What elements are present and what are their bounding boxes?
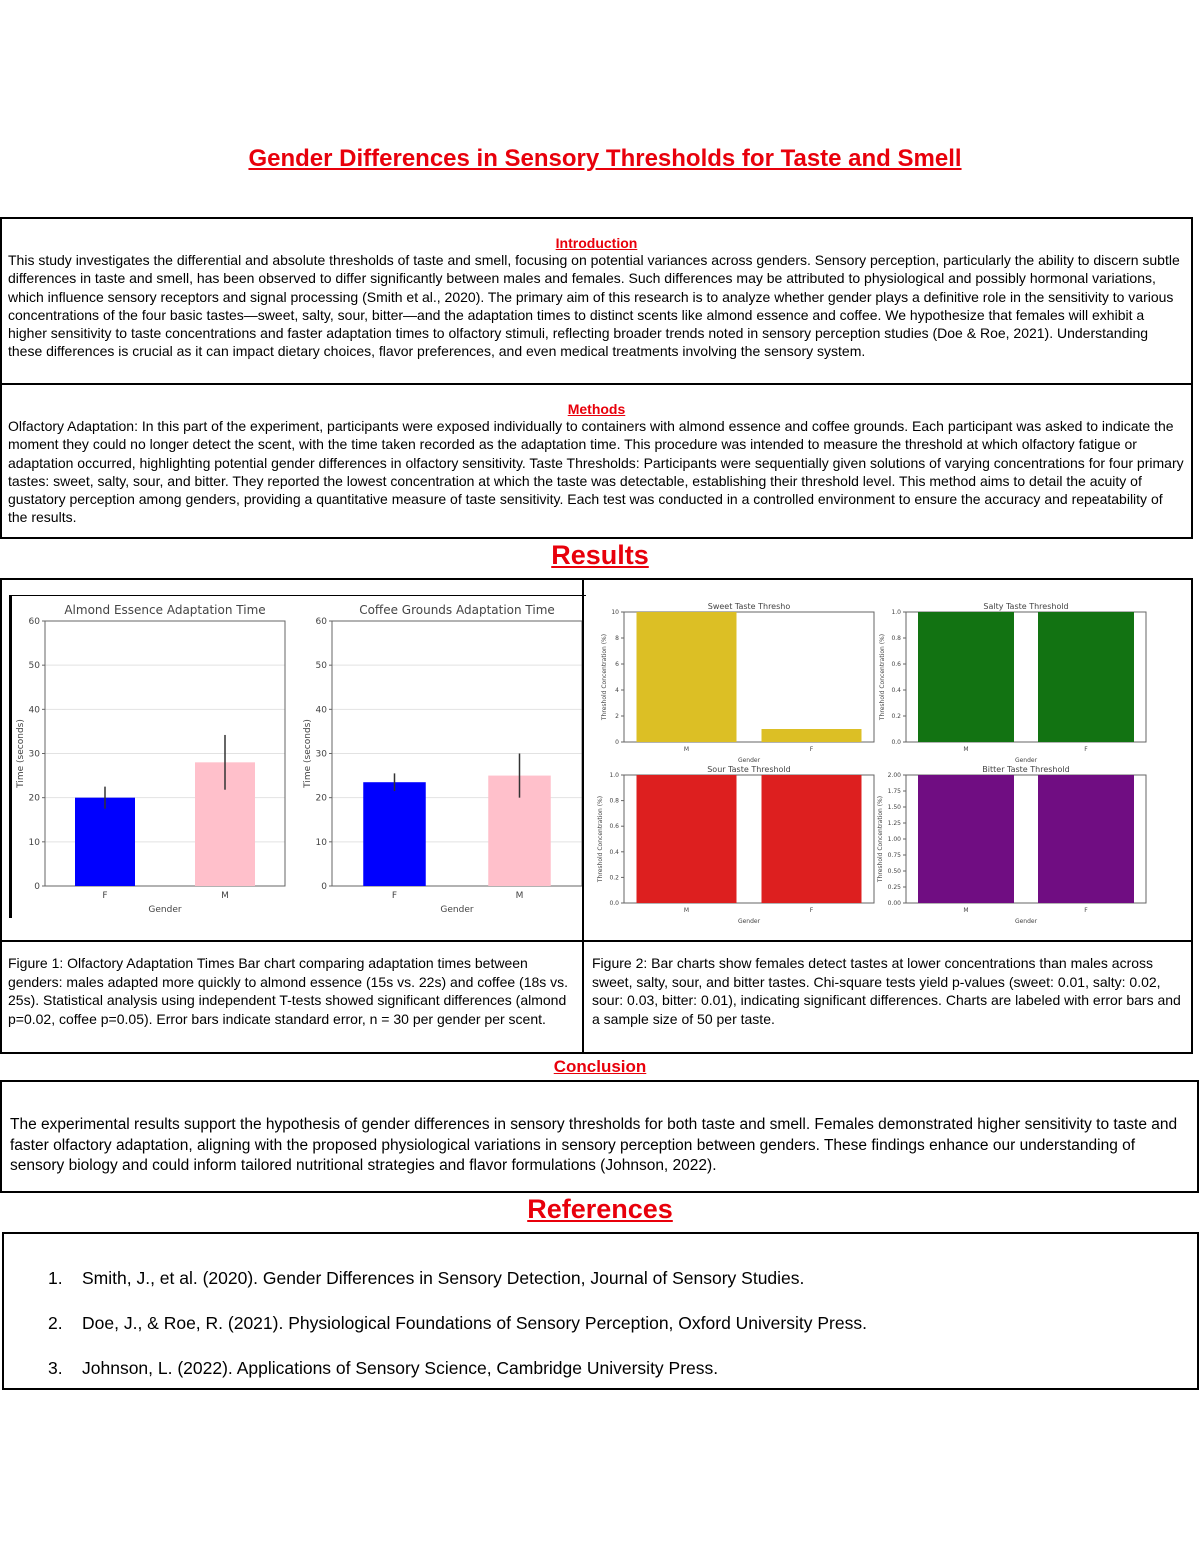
bar [918, 775, 1014, 903]
page-title: Gender Differences in Sensory Thresholds for Taste and Smell [248, 145, 962, 172]
y-tick-label: 20 [315, 793, 327, 804]
y-tick-label: 0.4 [609, 848, 619, 856]
conclusion-text: The experimental results support the hypothesis of gender differences in sensory thresholds for both taste and smell. Females demonstrated higher sensitivity to taste and faster olfactory adaptation, aligning with the proposed physiological variations in sensory perception between genders. These findings enhance our understanding of sensory biology and could inform tailored nutritional strategies and flavor formulations (Johnson, 2022). [10, 1116, 1178, 1174]
y-axis-label: Threshold Concentration (%) [879, 633, 886, 721]
bar [363, 782, 426, 886]
y-tick-label: 0.4 [891, 687, 901, 694]
y-axis-label: Threshold Concentration (%) [601, 633, 608, 721]
y-axis-label: Time (seconds) [16, 719, 26, 788]
x-axis-label: Gender [737, 757, 761, 764]
references-heading: References [527, 1194, 673, 1224]
chart-group [877, 765, 1146, 925]
y-tick-label: 1.0 [891, 609, 901, 616]
y-tick-label: 20 [28, 793, 40, 804]
y-tick-label: 40 [28, 705, 40, 716]
y-tick-label: 0.50 [887, 868, 901, 875]
chart-title: Coffee Grounds Adaptation Time [359, 603, 555, 617]
y-tick-label: 0.6 [609, 823, 619, 831]
chart-group [303, 603, 582, 915]
y-tick-label: 30 [28, 749, 40, 760]
y-tick-label: 60 [28, 617, 40, 627]
x-tick-label: M [515, 891, 524, 901]
introduction-box [0, 217, 1193, 385]
reference-item: 1. Smith, J., et al. (2020). Gender Differences in Sensory Detection, Journal of Sensory Studies. [48, 1268, 805, 1288]
figure1-caption: Figure 1: Olfactory Adaptation Times Bar chart comparing adaptation times between genders: males adapted more quickly to almond essence (15s vs. 22s) and coffee (18s vs. 25s). Statistical analysis using independent T-tests showed significant differences (almond p=0.02, coffee p=0.05). Error bars indicate standard error, n = 30 per gender per scent. [8, 955, 569, 1027]
y-axis-label: Time (seconds) [303, 719, 313, 788]
y-tick-label: 10 [315, 837, 327, 848]
methods-text: Olfactory Adaptation: In this part of the experiment, participants were exposed individually to containers with almond essence and coffee grounds. Each participant was asked to indicate the moment they could no longer detect the scent, with the time taken recorded as the adaptation time. This procedure was intended to measure the threshold at which olfactory fatigue or adaptation occurred, highlighting potential gender differences in olfactory sensitivity. Taste Thresholds: Participants were sequentially given solutions of varying concentrations for four primary tastes: sweet, salty, sour, and bitter. They reported the lowest concentration at which the taste was detectable, establishing their threshold level. This method aims to detail the acuity of gustatory perception among genders, providing a quantitative measure of taste sensitivity. Each test was conducted in a controlled environment to ensure the accuracy and repeatability of the results. [8, 418, 1184, 526]
x-tick-label: M [963, 907, 969, 914]
y-tick-label: 0.25 [887, 884, 901, 891]
y-axis-label: Threshold Concentration (%) [597, 795, 604, 883]
x-tick-label: M [683, 907, 690, 914]
reference-item: 2. Doe, J., & Roe, R. (2021). Physiological Foundations of Sensory Perception, Oxford University Press. [48, 1313, 867, 1333]
y-tick-label: 40 [315, 705, 327, 716]
x-tick-label: M [221, 891, 229, 901]
chart-title: Sour Taste Threshold [707, 765, 791, 774]
bar [762, 775, 862, 903]
y-tick-label: 0 [321, 882, 327, 892]
y-tick-label: 50 [28, 661, 40, 672]
y-tick-label: 60 [315, 617, 327, 627]
x-axis-label: Gender [148, 905, 182, 915]
bar [637, 612, 737, 742]
x-axis-label: Gender [1014, 757, 1038, 764]
figure1-panel [9, 595, 586, 918]
y-tick-label: 10 [28, 837, 40, 848]
bar [762, 729, 862, 742]
y-tick-label: 1.50 [887, 804, 901, 811]
chart-group [601, 602, 874, 764]
y-tick-label: 0.2 [609, 874, 619, 882]
y-tick-label: 0 [615, 739, 619, 746]
y-tick-label: 50 [315, 661, 327, 672]
chart-title: Sweet Taste Thresho [707, 602, 791, 611]
references-list [4, 1234, 1197, 1379]
figure2-caption: Figure 2: Bar charts show females detect tastes at lower concentrations than males across sweet, salty, sour, and bitter tastes. Chi-square tests yield p-values (sweet: 0.01, salty: 0.02, sour: 0.03, bitter: 0.01), indicating significant differences. Charts are labeled with error bars and a sample size of 50 per taste. [592, 955, 1181, 1027]
y-tick-label: 10 [611, 609, 619, 616]
bar [1038, 612, 1134, 742]
y-axis-label: Threshold Concentration (%) [877, 795, 884, 883]
y-tick-label: 0.0 [891, 739, 901, 746]
conclusion-box [0, 1080, 1199, 1193]
x-axis-label: Gender [440, 905, 474, 915]
bar [637, 775, 737, 903]
x-tick-label: M [683, 746, 690, 753]
y-tick-label: 1.00 [887, 836, 901, 843]
chart-group [597, 765, 874, 925]
chart-group [16, 603, 285, 915]
y-tick-label: 0.8 [609, 797, 619, 805]
taste-threshold-charts [592, 592, 1196, 927]
y-tick-label: 0.6 [891, 661, 901, 668]
y-tick-label: 0.2 [891, 713, 901, 720]
chart-title: Almond Essence Adaptation Time [64, 603, 266, 617]
introduction-text: This study investigates the differential and absolute thresholds of taste and smell, focusing on potential variances across genders. Sensory perception, particularly the ability to discern subtle differences in taste and smell, has been observed to differ significantly between males and females. Such differences may be attributed to physiological and possibly hormonal variations, which influence sensory receptors and signal processing (Smith et al., 2020). The primary aim of this research is to analyze whether gender plays a definitive role in the sensitivity to various concentrations of the four basic tastes—sweet, salty, sour, bitter—and the adaptation times to distinct scents like almond essence and coffee. We hypothesize that females will exhibit a higher sensitivity to taste concentrations and faster adaptation times to olfactory stimuli, reflecting broader trends noted in sensory perception studies (Doe & Roe, 2021). Understanding these differences is crucial as it can impact dietary choices, flavor preferences, and even medical treatments involving the sensory system. [8, 252, 1180, 360]
y-tick-label: 0.75 [887, 852, 901, 859]
chart-title: Salty Taste Threshold [983, 602, 1069, 611]
references-box [2, 1232, 1199, 1390]
y-tick-label: 0 [34, 882, 40, 892]
results-heading: Results [551, 540, 649, 570]
chart-group [879, 602, 1146, 764]
bar [918, 612, 1014, 742]
reference-item: 3. Johnson, L. (2022). Applications of Sensory Science, Cambridge University Press. [48, 1358, 719, 1378]
bar [1038, 775, 1134, 903]
x-tick-label: F [102, 891, 108, 901]
x-axis-label: Gender [1014, 918, 1038, 925]
y-tick-label: 0.0 [609, 900, 619, 907]
y-tick-label: 0.8 [891, 635, 901, 642]
bar [75, 798, 135, 886]
y-tick-label: 1.25 [887, 820, 901, 827]
x-tick-label: F [809, 746, 814, 753]
y-tick-label: 6 [615, 661, 619, 668]
y-tick-label: 30 [315, 749, 327, 760]
methods-heading: Methods [567, 401, 626, 417]
x-tick-label: F [1084, 746, 1088, 753]
x-axis-label: Gender [737, 918, 761, 925]
y-tick-label: 1.0 [609, 772, 619, 779]
introduction-heading: Introduction [555, 235, 638, 251]
x-tick-label: F [391, 891, 398, 901]
x-tick-label: F [809, 907, 814, 914]
chart-title: Bitter Taste Threshold [982, 765, 1070, 774]
y-tick-label: 2 [615, 713, 619, 720]
conclusion-heading: Conclusion [553, 1057, 647, 1076]
y-tick-label: 1.75 [887, 788, 901, 795]
y-tick-label: 0.00 [887, 900, 901, 907]
x-tick-label: M [963, 746, 969, 753]
figure2-panel [592, 592, 1196, 927]
methods-box [0, 383, 1193, 539]
y-tick-label: 8 [615, 635, 619, 642]
y-tick-label: 4 [615, 687, 619, 694]
x-tick-label: F [1084, 907, 1088, 914]
y-tick-label: 2.00 [887, 772, 901, 779]
olfactory-adaptation-charts [12, 596, 586, 918]
